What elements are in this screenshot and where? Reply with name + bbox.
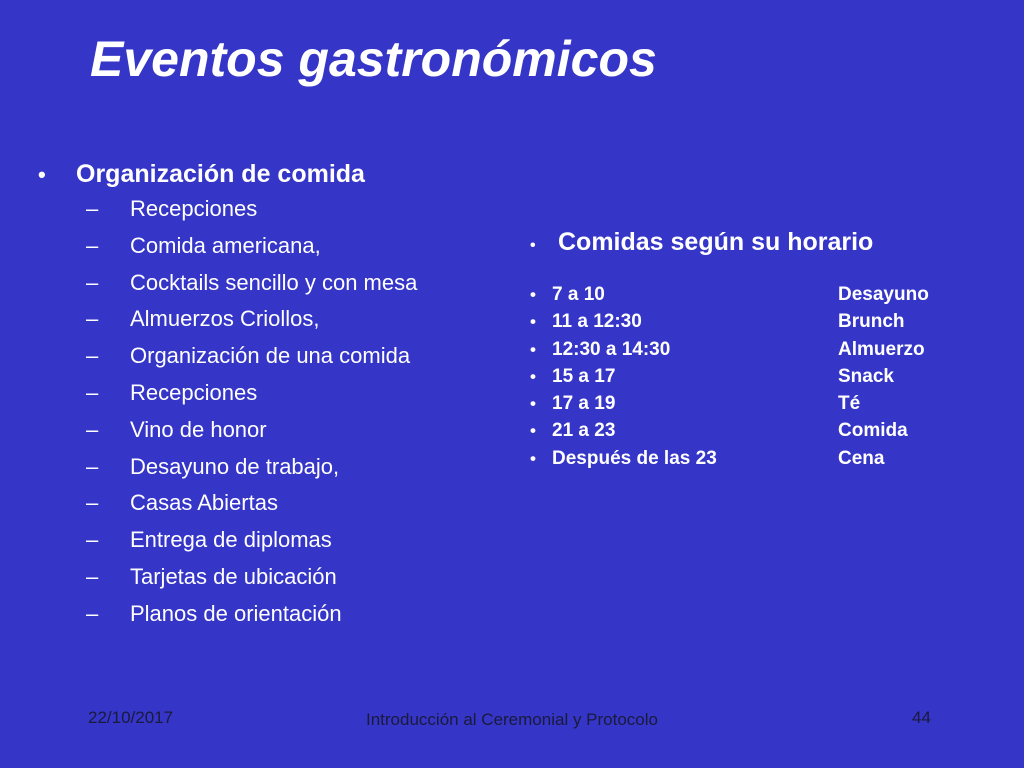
list-item-label: Organización de una comida bbox=[130, 343, 411, 369]
dash-icon: – bbox=[86, 196, 99, 221]
schedule-time: 15 a 17 bbox=[552, 365, 616, 387]
list-item-label: Comida americana, bbox=[130, 232, 321, 258]
list-item-label: Entrega de diplomas bbox=[130, 527, 332, 553]
bullet-icon: • bbox=[530, 285, 536, 304]
list-item-label: Vino de honor bbox=[130, 416, 267, 442]
schedule-time: Después de las 23 bbox=[552, 447, 717, 469]
dash-icon: – bbox=[86, 527, 99, 553]
list-item-label: Tarjetas de ubicación bbox=[130, 563, 337, 589]
schedule-meal: Desayuno bbox=[838, 284, 929, 305]
schedule-time: 17 a 19 bbox=[552, 393, 616, 415]
page-number: 44 bbox=[912, 708, 931, 727]
left-heading-row bbox=[38, 160, 498, 196]
list-item-label: Desayuno de trabajo, bbox=[130, 453, 340, 479]
dash-icon: – bbox=[86, 232, 99, 258]
bullet-icon: • bbox=[530, 312, 536, 332]
dash-icon: – bbox=[86, 416, 99, 442]
dash-icon: – bbox=[86, 453, 99, 479]
slide-title: Eventos gastronómicos bbox=[90, 31, 657, 87]
bullet-icon: • bbox=[530, 394, 536, 414]
schedule-time: 12:30 a 14:30 bbox=[552, 338, 671, 360]
list-item-label: Planos de orientación bbox=[130, 600, 342, 626]
list-item bbox=[38, 380, 498, 417]
dash-icon: – bbox=[86, 343, 99, 369]
list-item bbox=[38, 270, 498, 307]
list-item-label: Recepciones bbox=[130, 196, 258, 221]
schedule-time: 21 a 23 bbox=[552, 420, 616, 442]
list-item-label: Almuerzos Criollos, bbox=[130, 306, 320, 332]
bullet-icon: • bbox=[530, 421, 536, 441]
bullet-icon: • bbox=[530, 366, 536, 386]
left-heading: Organización de comida bbox=[76, 160, 365, 188]
list-item bbox=[38, 196, 498, 233]
schedule-row bbox=[530, 448, 970, 475]
schedule-row bbox=[530, 393, 970, 420]
list-item bbox=[38, 417, 498, 454]
schedule-row bbox=[530, 311, 970, 338]
schedule-time: 7 a 10 bbox=[552, 284, 605, 305]
list-item bbox=[38, 233, 498, 270]
left-column bbox=[38, 160, 498, 638]
schedule-meal: Brunch bbox=[838, 311, 905, 333]
list-item bbox=[38, 306, 498, 343]
dash-icon: – bbox=[86, 490, 99, 516]
right-column bbox=[530, 228, 970, 475]
list-item-label: Casas Abiertas bbox=[130, 490, 278, 516]
list-item bbox=[38, 527, 498, 564]
schedule-row bbox=[530, 284, 970, 311]
bullet-icon: • bbox=[530, 448, 536, 468]
dash-icon: – bbox=[86, 306, 99, 332]
footer-date: 22/10/2017 bbox=[88, 708, 174, 727]
schedule-meal: Comida bbox=[838, 420, 908, 442]
left-sublist bbox=[38, 196, 498, 638]
list-item bbox=[38, 343, 498, 380]
list-item bbox=[38, 490, 498, 527]
dash-icon: – bbox=[86, 600, 99, 626]
right-heading: Comidas según su horario bbox=[558, 228, 874, 256]
bullet-icon: • bbox=[530, 339, 536, 359]
schedule-row bbox=[530, 339, 970, 366]
bullet-icon: • bbox=[530, 237, 536, 254]
dash-icon: – bbox=[86, 563, 99, 589]
schedule-time: 11 a 12:30 bbox=[552, 311, 642, 333]
footer-title: Introducción al Ceremonial y Protocolo bbox=[366, 710, 658, 729]
dash-icon: – bbox=[86, 379, 99, 405]
bullet-icon: • bbox=[38, 162, 46, 187]
list-item bbox=[38, 454, 498, 491]
schedule-meal: Almuerzo bbox=[838, 338, 925, 360]
list-item-label: Recepciones bbox=[130, 379, 258, 405]
schedule-list bbox=[530, 284, 970, 475]
list-item bbox=[38, 601, 498, 638]
right-heading-row bbox=[530, 228, 970, 262]
list-item bbox=[38, 564, 498, 601]
list-item-label: Cocktails sencillo y con mesa bbox=[130, 269, 418, 295]
dash-icon: – bbox=[86, 269, 99, 295]
schedule-meal: Té bbox=[838, 393, 861, 415]
schedule-row bbox=[530, 366, 970, 393]
schedule-meal: Cena bbox=[838, 447, 885, 469]
schedule-meal: Snack bbox=[838, 365, 894, 387]
schedule-row bbox=[530, 420, 970, 447]
